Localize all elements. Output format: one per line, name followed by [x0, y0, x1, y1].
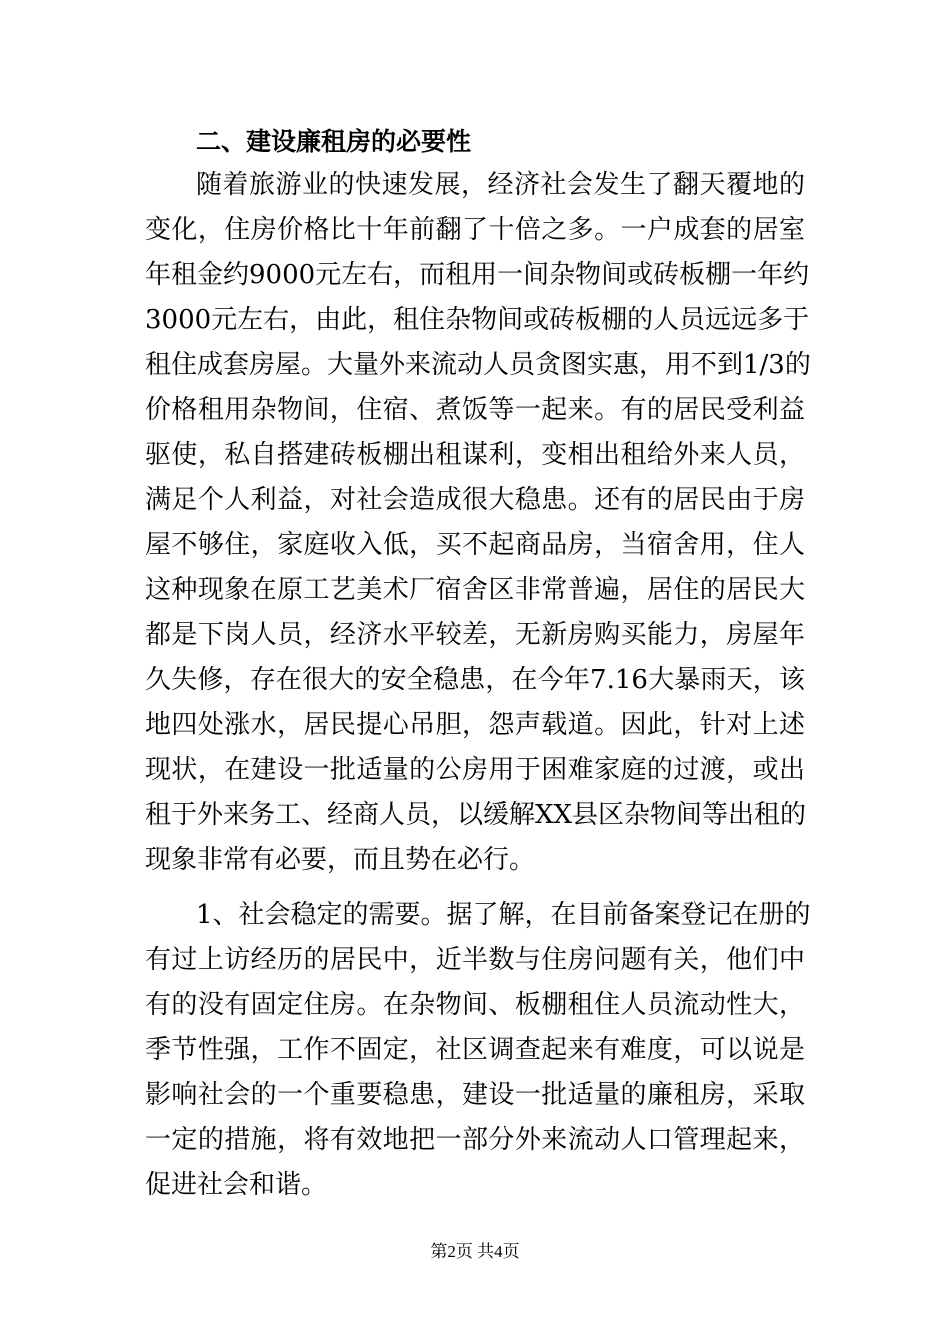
paragraph-line: 租于外来务工、经商人员，以缓解XX县区杂物间等出租的: [145, 800, 807, 830]
paragraph-line: 久失修，存在很大的安全稳患，在今年7.16大暴雨天，该: [145, 665, 805, 695]
section-heading: 二、建设廉租房的必要性: [196, 127, 472, 156]
paragraph-line: 一定的措施，将有效地把一部分外来流动人口管理起来，: [145, 1125, 805, 1155]
paragraph-line: 满足个人利益，对社会造成很大稳患。还有的居民由于房: [145, 485, 805, 515]
paragraph-line: 影响社会的一个重要稳患，建设一批适量的廉租房，采取: [145, 1080, 805, 1110]
paragraph-line: 价格租用杂物间，住宿、煮饭等一起来。有的居民受利益: [145, 395, 805, 425]
paragraph-line: 地四处涨水，居民提心吊胆，怨声载道。因此，针对上述: [145, 710, 805, 740]
paragraph-line: 促进社会和谐。: [145, 1170, 328, 1200]
paragraph-line: 随着旅游业的快速发展，经济社会发生了翻天覆地的: [196, 170, 805, 200]
paragraph-line: 现状，在建设一批适量的公房用于困难家庭的过渡，或出: [145, 755, 805, 785]
paragraph-line: 变化，住房价格比十年前翻了十倍之多。一户成套的居室: [145, 215, 805, 245]
paragraph-line: 年租金约9000元左右，而租用一间杂物间或砖板棚一年约: [145, 260, 810, 290]
paragraph-line: 1、社会稳定的需要。据了解，在目前备案登记在册的: [196, 900, 811, 930]
paragraph-line: 3000元左右，由此，租住杂物间或砖板棚的人员远远多于: [145, 305, 810, 335]
paragraph-line: 季节性强，工作不固定，社区调查起来有难度，可以说是: [145, 1035, 805, 1065]
page-footer: 第2页 共4页: [430, 1242, 520, 1261]
paragraph-line: 有的没有固定住房。在杂物间、板棚租住人员流动性大，: [145, 990, 805, 1020]
paragraph-line: 有过上访经历的居民中，近半数与住房问题有关，他们中: [145, 945, 805, 975]
paragraph-line: 租住成套房屋。大量外来流动人员贪图实惠，用不到1/3的: [145, 350, 811, 380]
paragraph-line: 现象非常有必要，而且势在必行。: [145, 845, 536, 875]
paragraph-line: 驱使，私自搭建砖板棚出租谋利，变相出租给外来人员，: [145, 440, 805, 470]
paragraph-line: 屋不够住，家庭收入低，买不起商品房，当宿舍用，住人: [145, 530, 805, 560]
paragraph-line: 这种现象在原工艺美术厂宿舍区非常普遍，居住的居民大: [145, 575, 805, 605]
paragraph-line: 都是下岗人员，经济水平较差，无新房购买能力，房屋年: [145, 620, 805, 650]
